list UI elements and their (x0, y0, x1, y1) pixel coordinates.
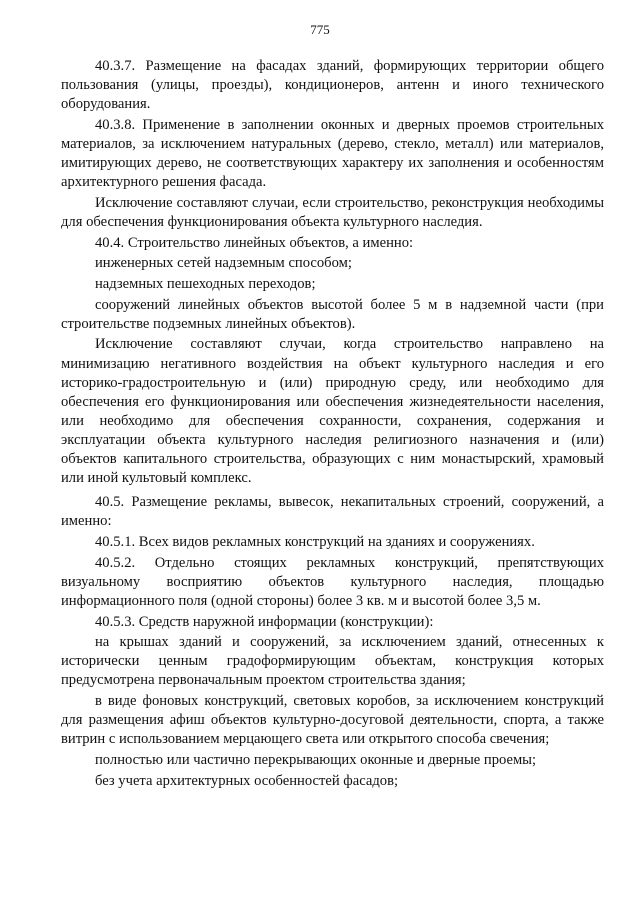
document-body (61, 57, 604, 792)
paragraph-40-3-7: 40.3.7. Размещение на фасадах зданий, формирующих территории общего пользования (улицы, проезды), кондиционеров, антенн и иного технического оборудования. (61, 58, 604, 113)
paragraph-40-5-3: 40.5.3. Средств наружной информации (конструкции): (95, 613, 434, 630)
paragraph-40-5: 40.5. Размещение рекламы, вывесок, некапитальных строений, сооружений, а именно: (61, 494, 604, 530)
paragraph-40-5-2: 40.5.2. Отдельно стоящих рекламных конструкций, препятствующих визуальному восприятию объектов культурного наследия, площадью информационного поля (одной стороны) более 3 кв. м и высотой более 3,5 м. (61, 554, 604, 609)
list-item-linear-structures: сооружений линейных объектов высотой более 5 м в надземной части (при строительстве подземных линейных объектов). (61, 296, 604, 332)
page-number: 775 (310, 22, 330, 37)
paragraph-40-5-1: 40.5.1. Всех видов рекламных конструкций на зданиях и сооружениях. (95, 534, 535, 550)
list-item-covering-openings: полностью или частично перекрывающих оконные и дверные проемы; (95, 752, 537, 768)
paragraph-exception-2: Исключение составляют случаи, когда строительство направлено на минимизацию негативного воздействия на объект культурного наследия и его историко-градостроительную и (или) природную среду, или необходимо для обеспечения его функционирования или обеспечения жизнедеятельности населения, или необходимо для обеспечения сохранности, сохранения, содержания и эксплуатации объекта культурного наследия религиозного назначения и (или) объектов капитального строительства, образующих с ним монастырский, храмовый или иной культовый комплекс. (61, 336, 604, 487)
list-item-background-constructions: в виде фоновых конструкций, световых коробов, за исключением конструкций для размещения афиш объектов культурно-досуговой деятельности, спорта, а также витрин с использованием мерцающего света или открытого способа свечения; (61, 693, 604, 748)
paragraph-40-4: 40.4. Строительство линейных объектов, а именно: (95, 234, 414, 251)
list-item-roofs: на крышах зданий и сооружений, за исключением зданий, отнесенных к исторически ценным градоформирующим объектам, конструкция которых предусмотрена первоначальным проектом строительства здания; (61, 634, 604, 689)
list-item-pedestrian-crossings: надземных пешеходных переходов; (95, 276, 316, 292)
list-item-engineering-networks: инженерных сетей надземным способом; (95, 255, 352, 272)
paragraph-exception-1: Исключение составляют случаи, если строительство, реконструкция необходимы для обеспечения функционирования объекта культурного наследия. (61, 194, 604, 230)
list-item-facade-features: без учета архитектурных особенностей фасадов; (95, 772, 399, 789)
paragraph-40-3-8: 40.3.8. Применение в заполнении оконных и дверных проемов строительных материалов, за исключением натуральных (дерево, стекло, металл) или материалов, имитирующих дерево, не соответствующих характеру их заполнения и особенностям архитектурного решения фасада. (61, 116, 604, 191)
